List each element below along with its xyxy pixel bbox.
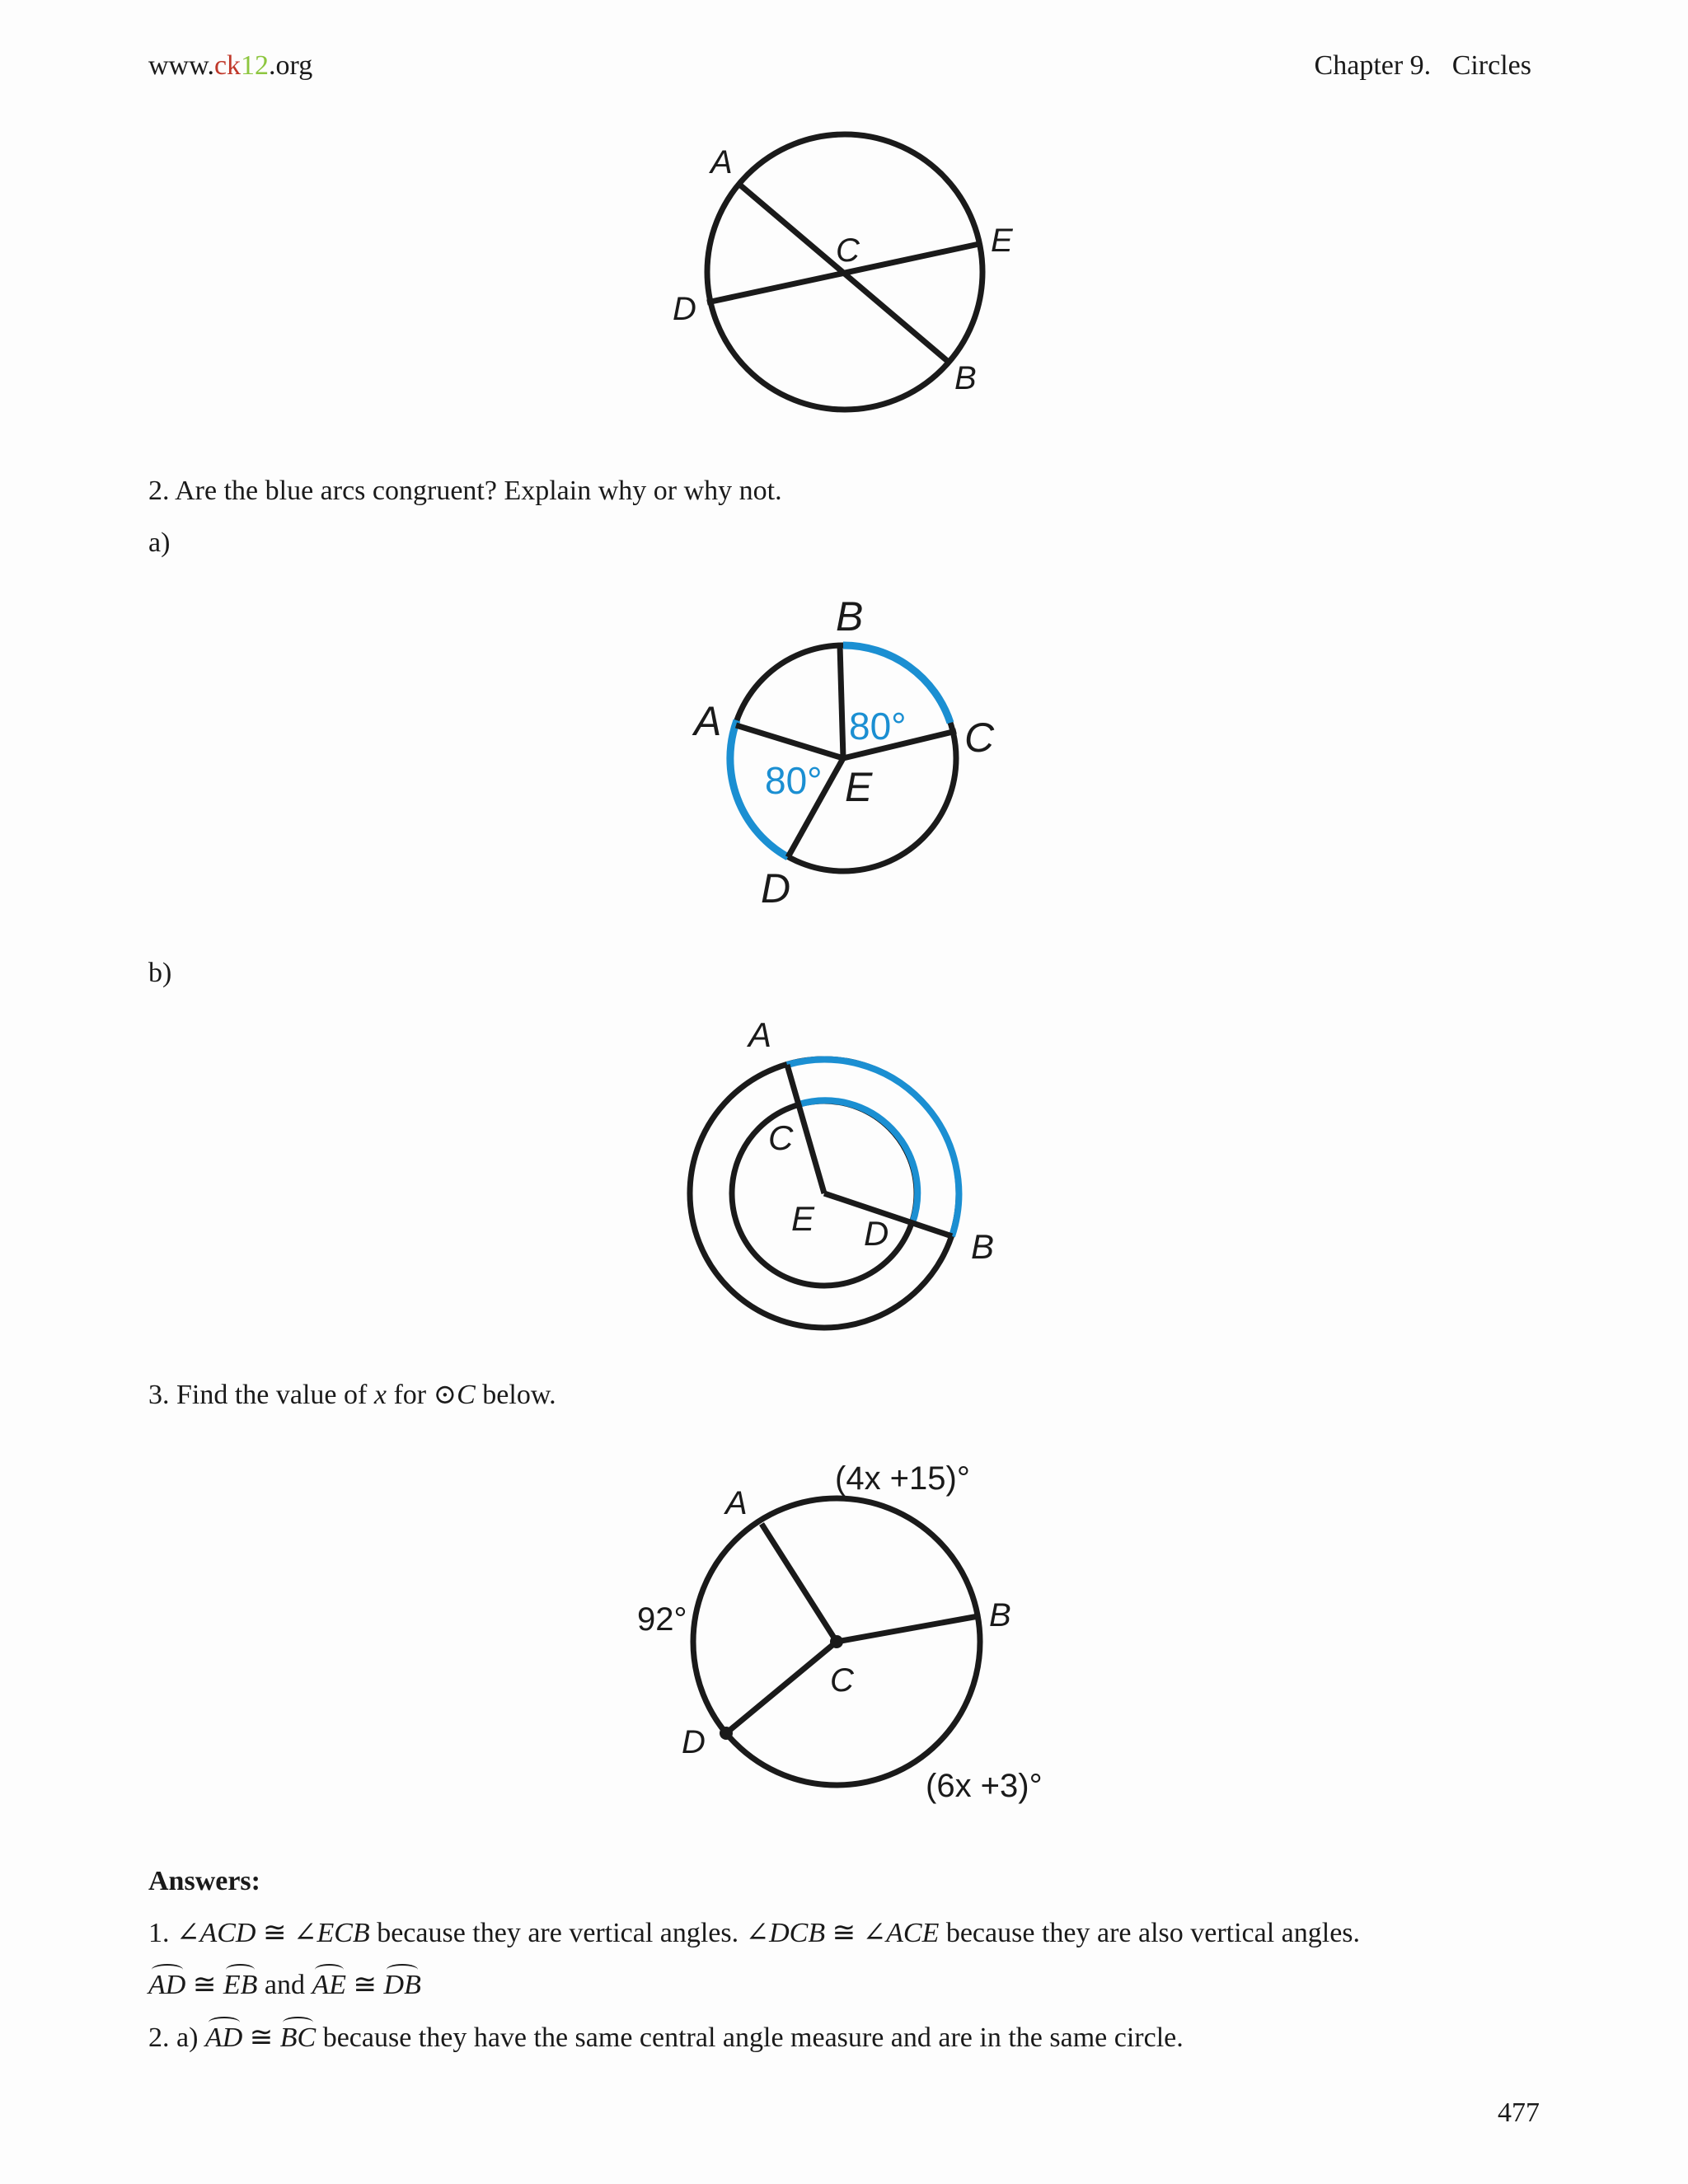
answer-2a-line	[148, 2021, 1184, 2055]
q3-text-for: for	[386, 1380, 434, 1410]
congruent-sym: ≅	[346, 1970, 384, 2000]
arc-ad: AD	[205, 2021, 242, 2055]
arc-ae: AE	[312, 1968, 346, 2003]
url-suffix: .org	[269, 50, 313, 81]
answer-1-text1: because they are vertical angles.	[369, 1918, 746, 1948]
label-a: A	[748, 1015, 772, 1054]
point-d	[720, 1727, 733, 1740]
radius-ea	[736, 725, 843, 758]
q3-variable: x	[373, 1380, 387, 1410]
label-d: D	[673, 291, 696, 327]
label-c: C	[964, 715, 995, 761]
question-2b-label: b)	[148, 958, 172, 988]
arc-eb: EB	[223, 1968, 258, 2003]
radius-eb	[840, 645, 843, 758]
radius-cd	[726, 1642, 837, 1733]
label-d: D	[761, 865, 791, 912]
header-url[interactable]	[148, 49, 312, 83]
label-a: A	[725, 1485, 748, 1521]
figure-3-circle	[626, 1446, 1071, 1825]
label-c: C	[768, 1118, 794, 1157]
congruent-sym: ≅	[825, 1918, 863, 1948]
question-2-text: 2. Are the blue arcs congruent? Explain why or why not.	[148, 476, 782, 506]
angle-ace: ∠ACE	[862, 1918, 940, 1948]
question-3-text	[148, 1378, 556, 1413]
label-b: B	[836, 593, 864, 640]
chapter-header	[1315, 49, 1531, 83]
arc-ad: AD	[148, 1968, 185, 2003]
answer-2a-text: because they have the same central angle measure and are in the same circle.	[316, 2022, 1184, 2053]
answer-1-text2: because they are also vertical angles.	[939, 1918, 1361, 1948]
circle-symbol: ⊙	[433, 1380, 457, 1410]
angle-ecb: ∠ECB	[293, 1918, 370, 1948]
label-b: B	[954, 360, 977, 396]
url-ck: ck	[213, 50, 241, 81]
label-b: B	[971, 1227, 995, 1266]
q3-text-after: below.	[475, 1380, 556, 1410]
congruent-sym: ≅	[185, 1970, 223, 2000]
label-c: C	[836, 232, 860, 269]
label-a: A	[710, 144, 733, 180]
arc-ab-measure: (4x +15)°	[835, 1460, 970, 1497]
label-a: A	[694, 698, 722, 744]
page-number: 477	[1498, 2097, 1540, 2128]
answer-2a-prefix: 2. a)	[148, 2022, 205, 2053]
label-c: C	[830, 1662, 854, 1699]
answer-1-line	[148, 1916, 1360, 1951]
figure-1-circle	[659, 132, 1039, 429]
chapter-title: Circles	[1451, 50, 1531, 81]
q3-circle-name: C	[457, 1380, 476, 1410]
label-e: E	[845, 764, 873, 810]
and-text: and	[257, 1970, 312, 2000]
arc-db-measure: (6x +3)°	[926, 1768, 1043, 1804]
congruent-sym: ≅	[256, 1918, 293, 1948]
url-12: 12	[241, 50, 270, 81]
arc-db: DB	[384, 1968, 421, 2003]
figure-2b-circles	[676, 1015, 1022, 1347]
answer-1-arcs-line	[148, 1968, 421, 2003]
angle-dcb: ∠DCB	[745, 1918, 826, 1948]
angle-aed-label: 80°	[765, 759, 823, 802]
label-e: E	[991, 223, 1013, 259]
question-2a-label: a)	[148, 527, 171, 558]
angle-acd: ∠ACD	[176, 1918, 256, 1948]
answer-1-num: 1.	[148, 1918, 176, 1948]
label-d: D	[864, 1214, 889, 1253]
radius-ca	[762, 1524, 837, 1642]
center-point	[830, 1635, 843, 1648]
arc-bc: BC	[280, 2021, 316, 2055]
answers-heading: Answers:	[148, 1866, 260, 1896]
label-e: E	[791, 1199, 815, 1238]
congruent-sym: ≅	[242, 2022, 280, 2053]
label-b: B	[989, 1597, 1011, 1633]
url-prefix: www.	[148, 50, 214, 81]
arc-ad-measure: 92°	[637, 1601, 687, 1638]
angle-bec-label: 80°	[849, 705, 907, 748]
label-d: D	[682, 1724, 706, 1760]
figure-2a-circle	[684, 589, 1014, 919]
chapter-number: Chapter 9.	[1314, 50, 1432, 81]
radius-cb	[837, 1616, 978, 1642]
q3-text-before: 3. Find the value of	[148, 1380, 374, 1410]
